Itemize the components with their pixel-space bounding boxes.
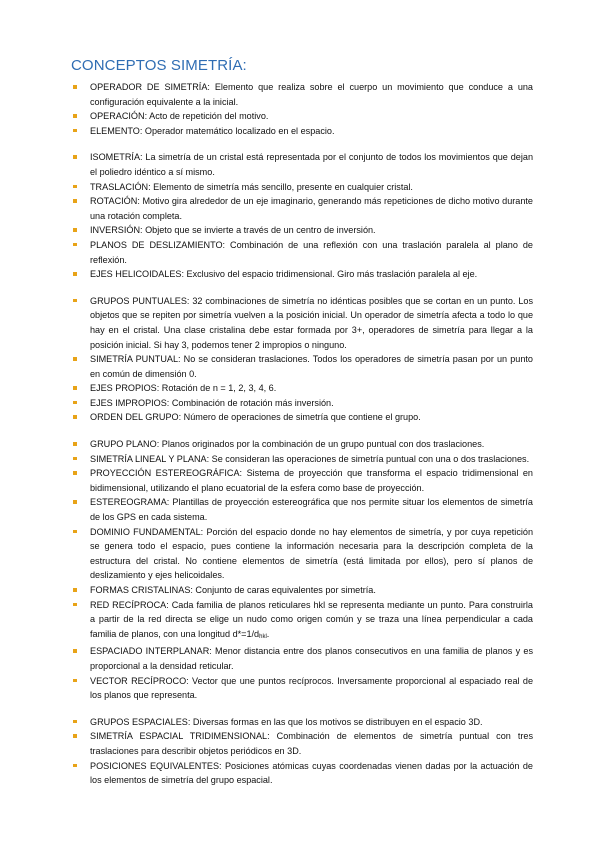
list-item xyxy=(73,644,533,673)
item-text: EJES PROPIOS: Rotación de n = 1, 2, 3, 4, 6. xyxy=(90,383,277,394)
concept-group xyxy=(73,715,533,788)
list-item xyxy=(73,294,533,352)
bullet-icon xyxy=(73,185,77,189)
list-item xyxy=(73,759,533,788)
bullet-icon xyxy=(73,401,77,405)
bullet-icon xyxy=(73,764,77,768)
bullet-icon xyxy=(73,649,77,653)
item-text: OPERADOR DE SIMETRÍA: Elemento que realiza sobre el cuerpo un movimiento que conduce a una configuración equivalente a la inicial. xyxy=(90,82,533,107)
list-item xyxy=(73,238,533,267)
bullet-icon xyxy=(73,679,77,683)
item-text: PROYECCIÓN ESTEREOGRÁFICA: Sistema de proyección que transforma el espacio tridimensional en bidimensional, utilizando el plano ecuatorial de la esfera como base de proyección. xyxy=(90,468,533,493)
item-text: EJES IMPROPIOS: Combinación de rotación más inversión. xyxy=(90,397,334,408)
bullet-icon xyxy=(73,471,77,475)
item-text: VECTOR RECÍPROCO: Vector que une puntos recíprocos. Inversamente proporcional al espaciado real de los planos que representa. xyxy=(90,675,533,701)
list-item xyxy=(73,674,533,703)
list-item xyxy=(73,381,533,396)
bullet-icon xyxy=(73,114,77,118)
item-text: PLANOS DE DESLIZAMIENTO: Combinación de una reflexión con una traslación paralela al plano de reflexión. xyxy=(90,239,533,265)
item-text: ELEMENTO: Operador matemático localizado en el espacio. xyxy=(90,125,335,136)
bullet-icon xyxy=(73,199,77,203)
item-text: ORDEN DEL GRUPO: Número de operaciones de simetría que contiene el grupo. xyxy=(90,412,421,423)
item-text: POSICIONES EQUIVALENTES: Posiciones atómicas cuyas coordenadas vienen dadas por la actuación de los elementos de simetría del grupo espacial. xyxy=(90,760,533,786)
bullet-icon xyxy=(73,85,77,89)
bullet-icon xyxy=(73,357,77,361)
list-item xyxy=(73,583,533,598)
list-item xyxy=(73,729,533,758)
bullet-icon xyxy=(73,272,77,276)
concept-group xyxy=(73,294,533,425)
list-item xyxy=(73,223,533,238)
list-item xyxy=(73,180,533,195)
item-text: ESTEREOGRAMA: Plantillas de proyección estereográfica que nos permite situar los elementos de simetría de los GPS en cada sistema. xyxy=(90,497,533,523)
bullet-icon xyxy=(73,228,77,232)
bullet-icon xyxy=(73,415,77,419)
concept-group xyxy=(73,437,533,703)
list-item xyxy=(73,525,533,583)
item-text: SIMETRÍA ESPACIAL TRIDIMENSIONAL: Combinación de elementos de simetría puntual con tres traslaciones para describir objetos periódicos en 3D. xyxy=(90,731,533,756)
bullet-icon xyxy=(73,734,77,738)
concept-group xyxy=(73,80,533,138)
subscript-hkl: hkl xyxy=(259,633,267,640)
document-title: CONCEPTOS SIMETRÍA: xyxy=(71,57,247,74)
bullet-icon xyxy=(73,603,77,607)
list-item xyxy=(73,194,533,223)
item-text: GRUPOS ESPACIALES: Diversas formas en las que los motivos se distribuyen en el espacio 3D. xyxy=(90,716,483,727)
item-text: DOMINIO FUNDAMENTAL: Porción del espacio donde no hay elementos de simetría, y por cuya repetición se genera todo el espacio, pues contiene la información necesaria para la descripción completa de la estructura del cristal. No contiene elementos de simetría (está limitada por ellos), pero sí planos de deslizamiento y ejes helicoidales. xyxy=(90,526,533,581)
item-text: RED RECÍPROCA: Cada familia de planos reticulares hkl se representa mediante un punto. Para construirla a partir de la red directa se elige un nudo como origen común y se traza una línea perpendicular a cada familia de planos, con una longitud d*=1/d xyxy=(90,599,533,639)
item-text-tail: . xyxy=(266,628,270,639)
item-text: SIMETRÍA LINEAL Y PLANA: Se consideran las operaciones de simetría puntual con una o dos traslaciones. xyxy=(90,453,530,464)
concept-list xyxy=(73,80,533,800)
item-text: FORMAS CRISTALINAS: Conjunto de caras equivalentes por simetría. xyxy=(90,585,376,595)
list-item xyxy=(73,396,533,411)
list-item xyxy=(73,80,533,109)
bullet-icon xyxy=(73,386,77,390)
concept-group xyxy=(73,150,533,281)
bullet-icon xyxy=(73,129,77,133)
item-text: OPERACIÓN: Acto de repetición del motivo. xyxy=(90,111,269,122)
bullet-icon xyxy=(73,243,77,247)
list-item xyxy=(73,410,533,425)
bullet-icon xyxy=(73,720,77,724)
list-item xyxy=(73,495,533,524)
item-text: SIMETRÍA PUNTUAL: No se consideran traslaciones. Todos los operadores de simetría pasan por un punto en común de dimensión 0. xyxy=(90,354,533,379)
bullet-icon xyxy=(73,442,77,446)
bullet-icon xyxy=(73,299,77,303)
list-item xyxy=(73,150,533,179)
bullet-icon xyxy=(73,530,77,534)
item-text: GRUPO PLANO: Planos originados por la combinación de un grupo puntual con dos traslaciones. xyxy=(90,439,485,450)
bullet-icon xyxy=(73,457,77,461)
list-item xyxy=(73,109,533,124)
list-item xyxy=(73,267,533,282)
item-text: EJES HELICOIDALES: Exclusivo del espacio tridimensional. Giro más traslación paralela al eje. xyxy=(90,269,478,280)
list-item xyxy=(73,437,533,452)
item-text: ISOMETRÍA: La simetría de un cristal está representada por el conjunto de todos los movimientos que dejan el poliedro idéntico a sí mismo. xyxy=(90,152,533,177)
item-text: GRUPOS PUNTUALES: 32 combinaciones de simetría no idénticas posibles que se cortan en un punto. Los objetos que se repiten por simetría vuelven a la posición inicial. Un operador de simetría afecta a todo lo que hay en el cristal. Una clase cristalina debe estar formada por 3+, operadores de simetría para llegar a la posición inicial. Si hay 3, podemos tener 2 impropios o ninguno. xyxy=(90,295,533,350)
item-text: ESPACIADO INTERPLANAR: Menor distancia entre dos planos consecutivos en una familia de planos y es proporcional a la densidad reticular. xyxy=(90,646,533,671)
list-item xyxy=(73,124,533,139)
bullet-icon xyxy=(73,500,77,504)
item-text: ROTACIÓN: Motivo gira alrededor de un eje imaginario, generando más repeticiones de dicho motivo durante una rotación completa. xyxy=(90,196,533,221)
list-item xyxy=(73,715,533,730)
item-text: INVERSIÓN: Objeto que se invierte a través de un centro de inversión. xyxy=(90,225,376,236)
bullet-icon xyxy=(73,588,77,592)
bullet-icon xyxy=(73,155,77,159)
list-item xyxy=(73,352,533,381)
list-item xyxy=(73,452,533,467)
item-text: TRASLACIÓN: Elemento de simetría más sencillo, presente en cualquier cristal. xyxy=(90,181,413,192)
list-item xyxy=(73,466,533,495)
list-item xyxy=(73,598,533,645)
